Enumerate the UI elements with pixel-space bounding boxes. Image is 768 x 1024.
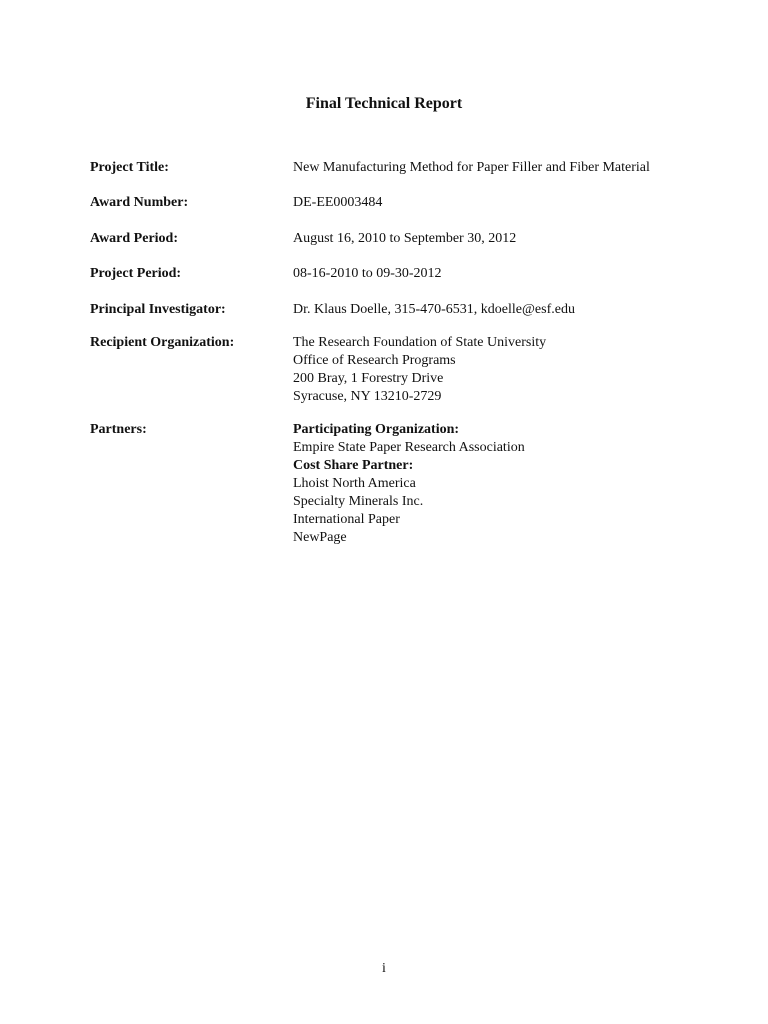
- project-period-value: 08-16-2010 to 09-30-2012: [293, 266, 442, 281]
- project-title-label: Project Title:: [90, 160, 169, 175]
- cost-share-partner-heading: Cost Share Partner:: [293, 458, 414, 473]
- principal-investigator-value: Dr. Klaus Doelle, 315-470-6531, kdoelle@esf.edu: [293, 302, 575, 317]
- cost-share-partner: International Paper: [293, 512, 400, 527]
- award-period-value: August 16, 2010 to September 30, 2012: [293, 231, 517, 246]
- award-period-label: Award Period:: [90, 231, 178, 246]
- page-title: Final Technical Report: [305, 95, 463, 112]
- address-line: Syracuse, NY 13210-2729: [293, 389, 442, 404]
- page-number: i: [382, 961, 386, 976]
- principal-investigator-label: Principal Investigator:: [90, 302, 226, 317]
- recipient-organization-address: [293, 334, 546, 406]
- cost-share-partner: Specialty Minerals Inc.: [293, 494, 424, 509]
- cost-share-partner: NewPage: [293, 530, 347, 545]
- project-period-label: Project Period:: [90, 266, 182, 281]
- address-line: 200 Bray, 1 Forestry Drive: [293, 371, 444, 386]
- partners-label: Partners:: [90, 422, 147, 437]
- address-line: The Research Foundation of State University: [293, 335, 547, 350]
- participating-organization: Empire State Paper Research Association: [293, 440, 525, 455]
- award-number-value: DE-EE0003484: [293, 195, 383, 210]
- award-number-label: Award Number:: [90, 195, 189, 210]
- partners-list: [293, 421, 525, 547]
- project-title-value: New Manufacturing Method for Paper Filler and Fiber Material: [293, 160, 650, 175]
- recipient-organization-label: Recipient Organization:: [90, 335, 235, 350]
- address-line: Office of Research Programs: [293, 353, 456, 368]
- participating-organization-heading: Participating Organization:: [293, 422, 460, 437]
- cost-share-partner: Lhoist North America: [293, 476, 416, 491]
